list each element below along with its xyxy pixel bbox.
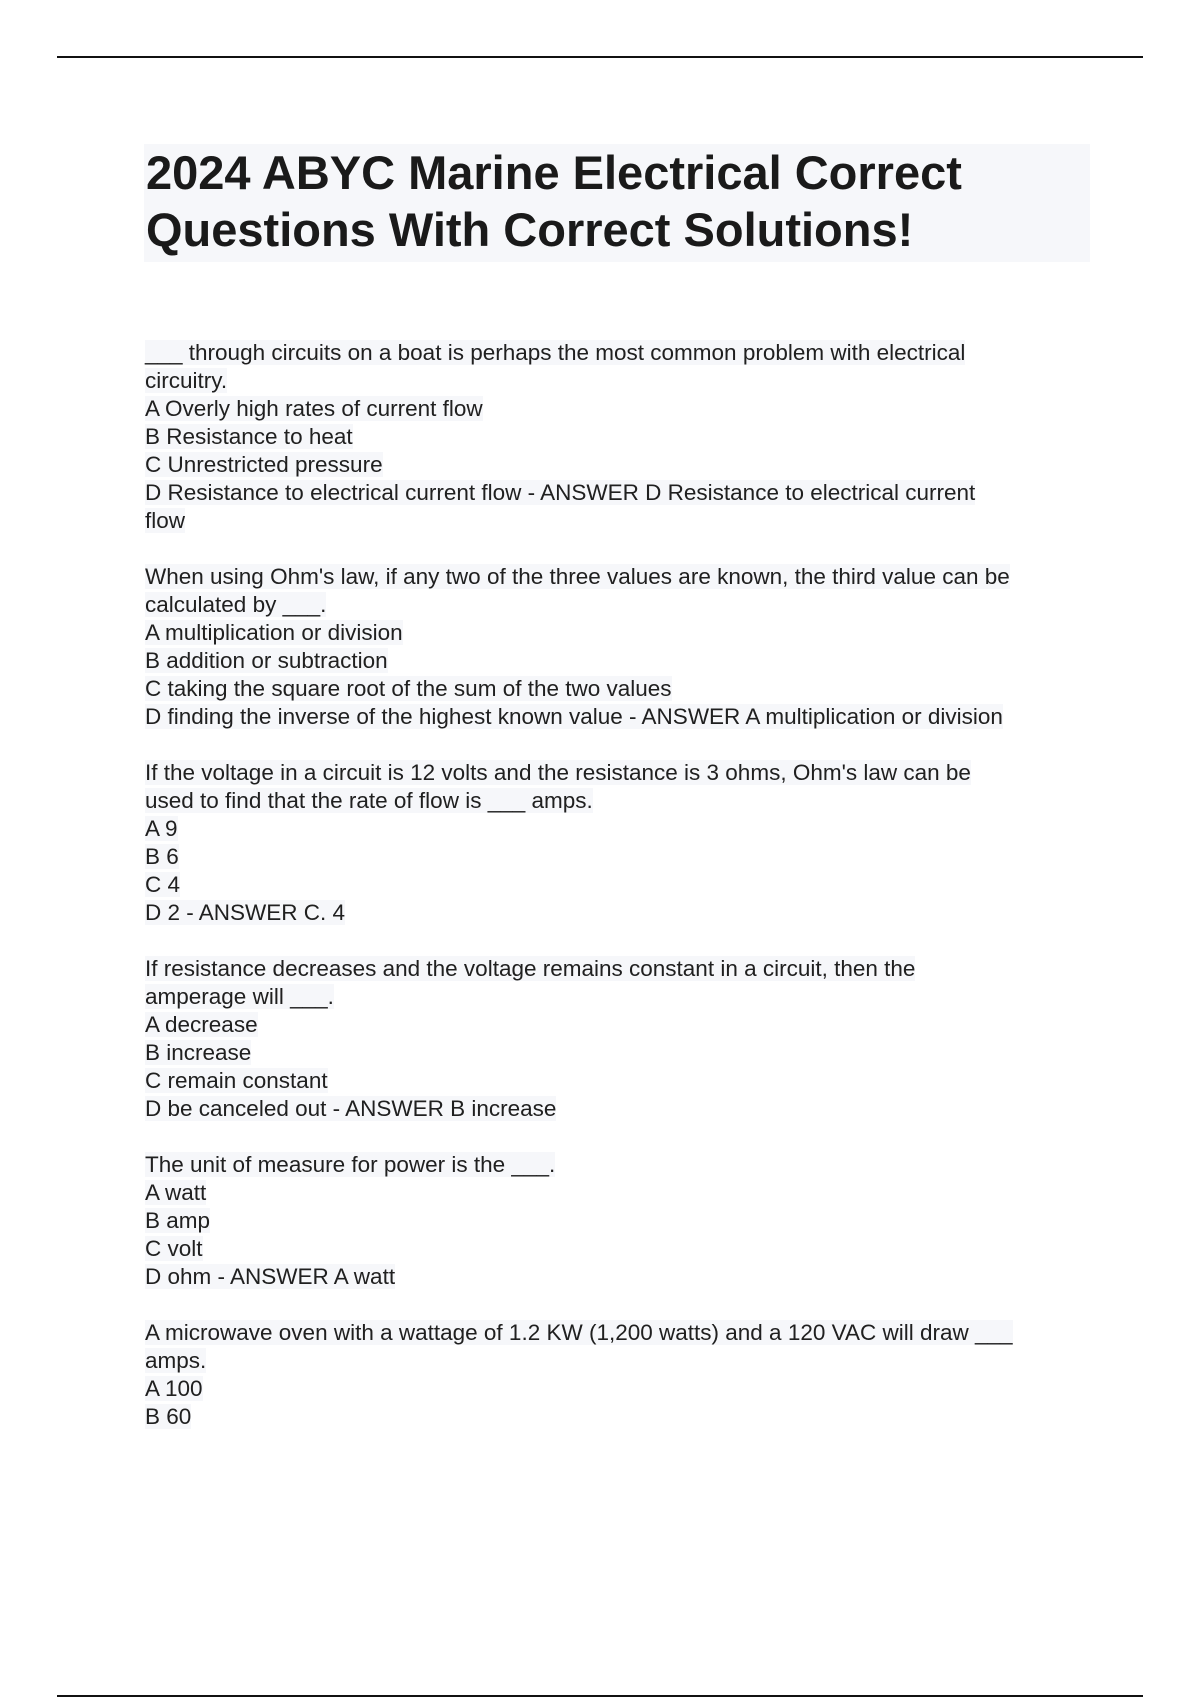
- question-line: [145, 675, 1085, 703]
- question-block: [145, 563, 1085, 731]
- question-line: [145, 955, 1085, 983]
- question-text: D ohm - ANSWER A watt: [145, 1264, 396, 1289]
- question-text: calculated by ___.: [145, 592, 327, 617]
- question-text: ___ through circuits on a boat is perhaps the most common problem with electrical: [145, 340, 966, 365]
- question-line: [145, 899, 1085, 927]
- question-line: [145, 1067, 1085, 1095]
- question-text: flow: [145, 508, 186, 533]
- question-text: If resistance decreases and the voltage remains constant in a circuit, then the: [145, 956, 916, 981]
- question-line: [145, 1011, 1085, 1039]
- footer-rule: [57, 1695, 1143, 1697]
- question-text: C Unrestricted pressure: [145, 452, 383, 477]
- question-text: B addition or subtraction: [145, 648, 388, 673]
- question-block: [145, 1151, 1085, 1291]
- question-line: [145, 507, 1085, 535]
- question-line: [145, 787, 1085, 815]
- question-text: C remain constant: [145, 1068, 328, 1093]
- question-line: [145, 647, 1085, 675]
- question-block: [145, 759, 1085, 927]
- question-text: D finding the inverse of the highest known value - ANSWER A multiplication or division: [145, 704, 1003, 729]
- question-line: [145, 1095, 1085, 1123]
- question-line: [145, 1403, 1085, 1431]
- question-text: used to find that the rate of flow is ___ amps.: [145, 788, 593, 813]
- question-text: C taking the square root of the sum of the two values: [145, 676, 672, 701]
- question-line: [145, 367, 1085, 395]
- question-line: [145, 395, 1085, 423]
- question-text: A multiplication or division: [145, 620, 403, 645]
- question-line: [145, 479, 1085, 507]
- question-text: B increase: [145, 1040, 252, 1065]
- question-block: [145, 1319, 1085, 1431]
- question-line: [145, 1151, 1085, 1179]
- question-line: [145, 563, 1085, 591]
- question-text: A 100: [145, 1376, 203, 1401]
- question-line: [145, 1375, 1085, 1403]
- question-text: B Resistance to heat: [145, 424, 353, 449]
- question-text: The unit of measure for power is the ___.: [145, 1152, 556, 1177]
- question-line: [145, 619, 1085, 647]
- question-text: A 9: [145, 816, 178, 841]
- question-text: A Overly high rates of current flow: [145, 396, 483, 421]
- question-line: [145, 871, 1085, 899]
- question-text: circuitry.: [145, 368, 228, 393]
- question-line: [145, 339, 1085, 367]
- question-line: [145, 1263, 1085, 1291]
- question-line: [145, 1039, 1085, 1067]
- question-text: A decrease: [145, 1012, 258, 1037]
- question-text: A watt: [145, 1180, 207, 1205]
- question-text: B 60: [145, 1404, 192, 1429]
- question-line: [145, 843, 1085, 871]
- question-text: When using Ohm's law, if any two of the three values are known, the third value can be: [145, 564, 1010, 589]
- question-line: [145, 423, 1085, 451]
- question-text: C volt: [145, 1236, 203, 1261]
- question-text: amps.: [145, 1348, 207, 1373]
- question-block: [145, 339, 1085, 535]
- question-line: [145, 815, 1085, 843]
- question-line: [145, 983, 1085, 1011]
- question-line: [145, 759, 1085, 787]
- question-line: [145, 1207, 1085, 1235]
- question-text: B amp: [145, 1208, 211, 1233]
- question-line: [145, 591, 1085, 619]
- question-line: [145, 1347, 1085, 1375]
- question-text: If the voltage in a circuit is 12 volts and the resistance is 3 ohms, Ohm's law can be: [145, 760, 971, 785]
- question-line: [145, 451, 1085, 479]
- question-text: D be canceled out - ANSWER B increase: [145, 1096, 557, 1121]
- question-line: [145, 1319, 1085, 1347]
- title-line: Questions With Correct Solutions!: [146, 203, 914, 256]
- question-line: [145, 1235, 1085, 1263]
- question-text: B 6: [145, 844, 179, 869]
- question-list: [145, 339, 1085, 1459]
- title-line: 2024 ABYC Marine Electrical Correct: [146, 146, 962, 199]
- question-text: D Resistance to electrical current flow - ANSWER D Resistance to electrical current: [145, 480, 976, 505]
- document-title: [144, 144, 1090, 262]
- question-text: amperage will ___.: [145, 984, 334, 1009]
- question-line: [145, 1179, 1085, 1207]
- question-text: A microwave oven with a wattage of 1.2 KW (1,200 watts) and a 120 VAC will draw ___: [145, 1320, 1013, 1345]
- question-block: [145, 955, 1085, 1123]
- question-text: C 4: [145, 872, 181, 897]
- question-text: D 2 - ANSWER C. 4: [145, 900, 346, 925]
- question-line: [145, 703, 1085, 731]
- header-rule: [57, 56, 1143, 58]
